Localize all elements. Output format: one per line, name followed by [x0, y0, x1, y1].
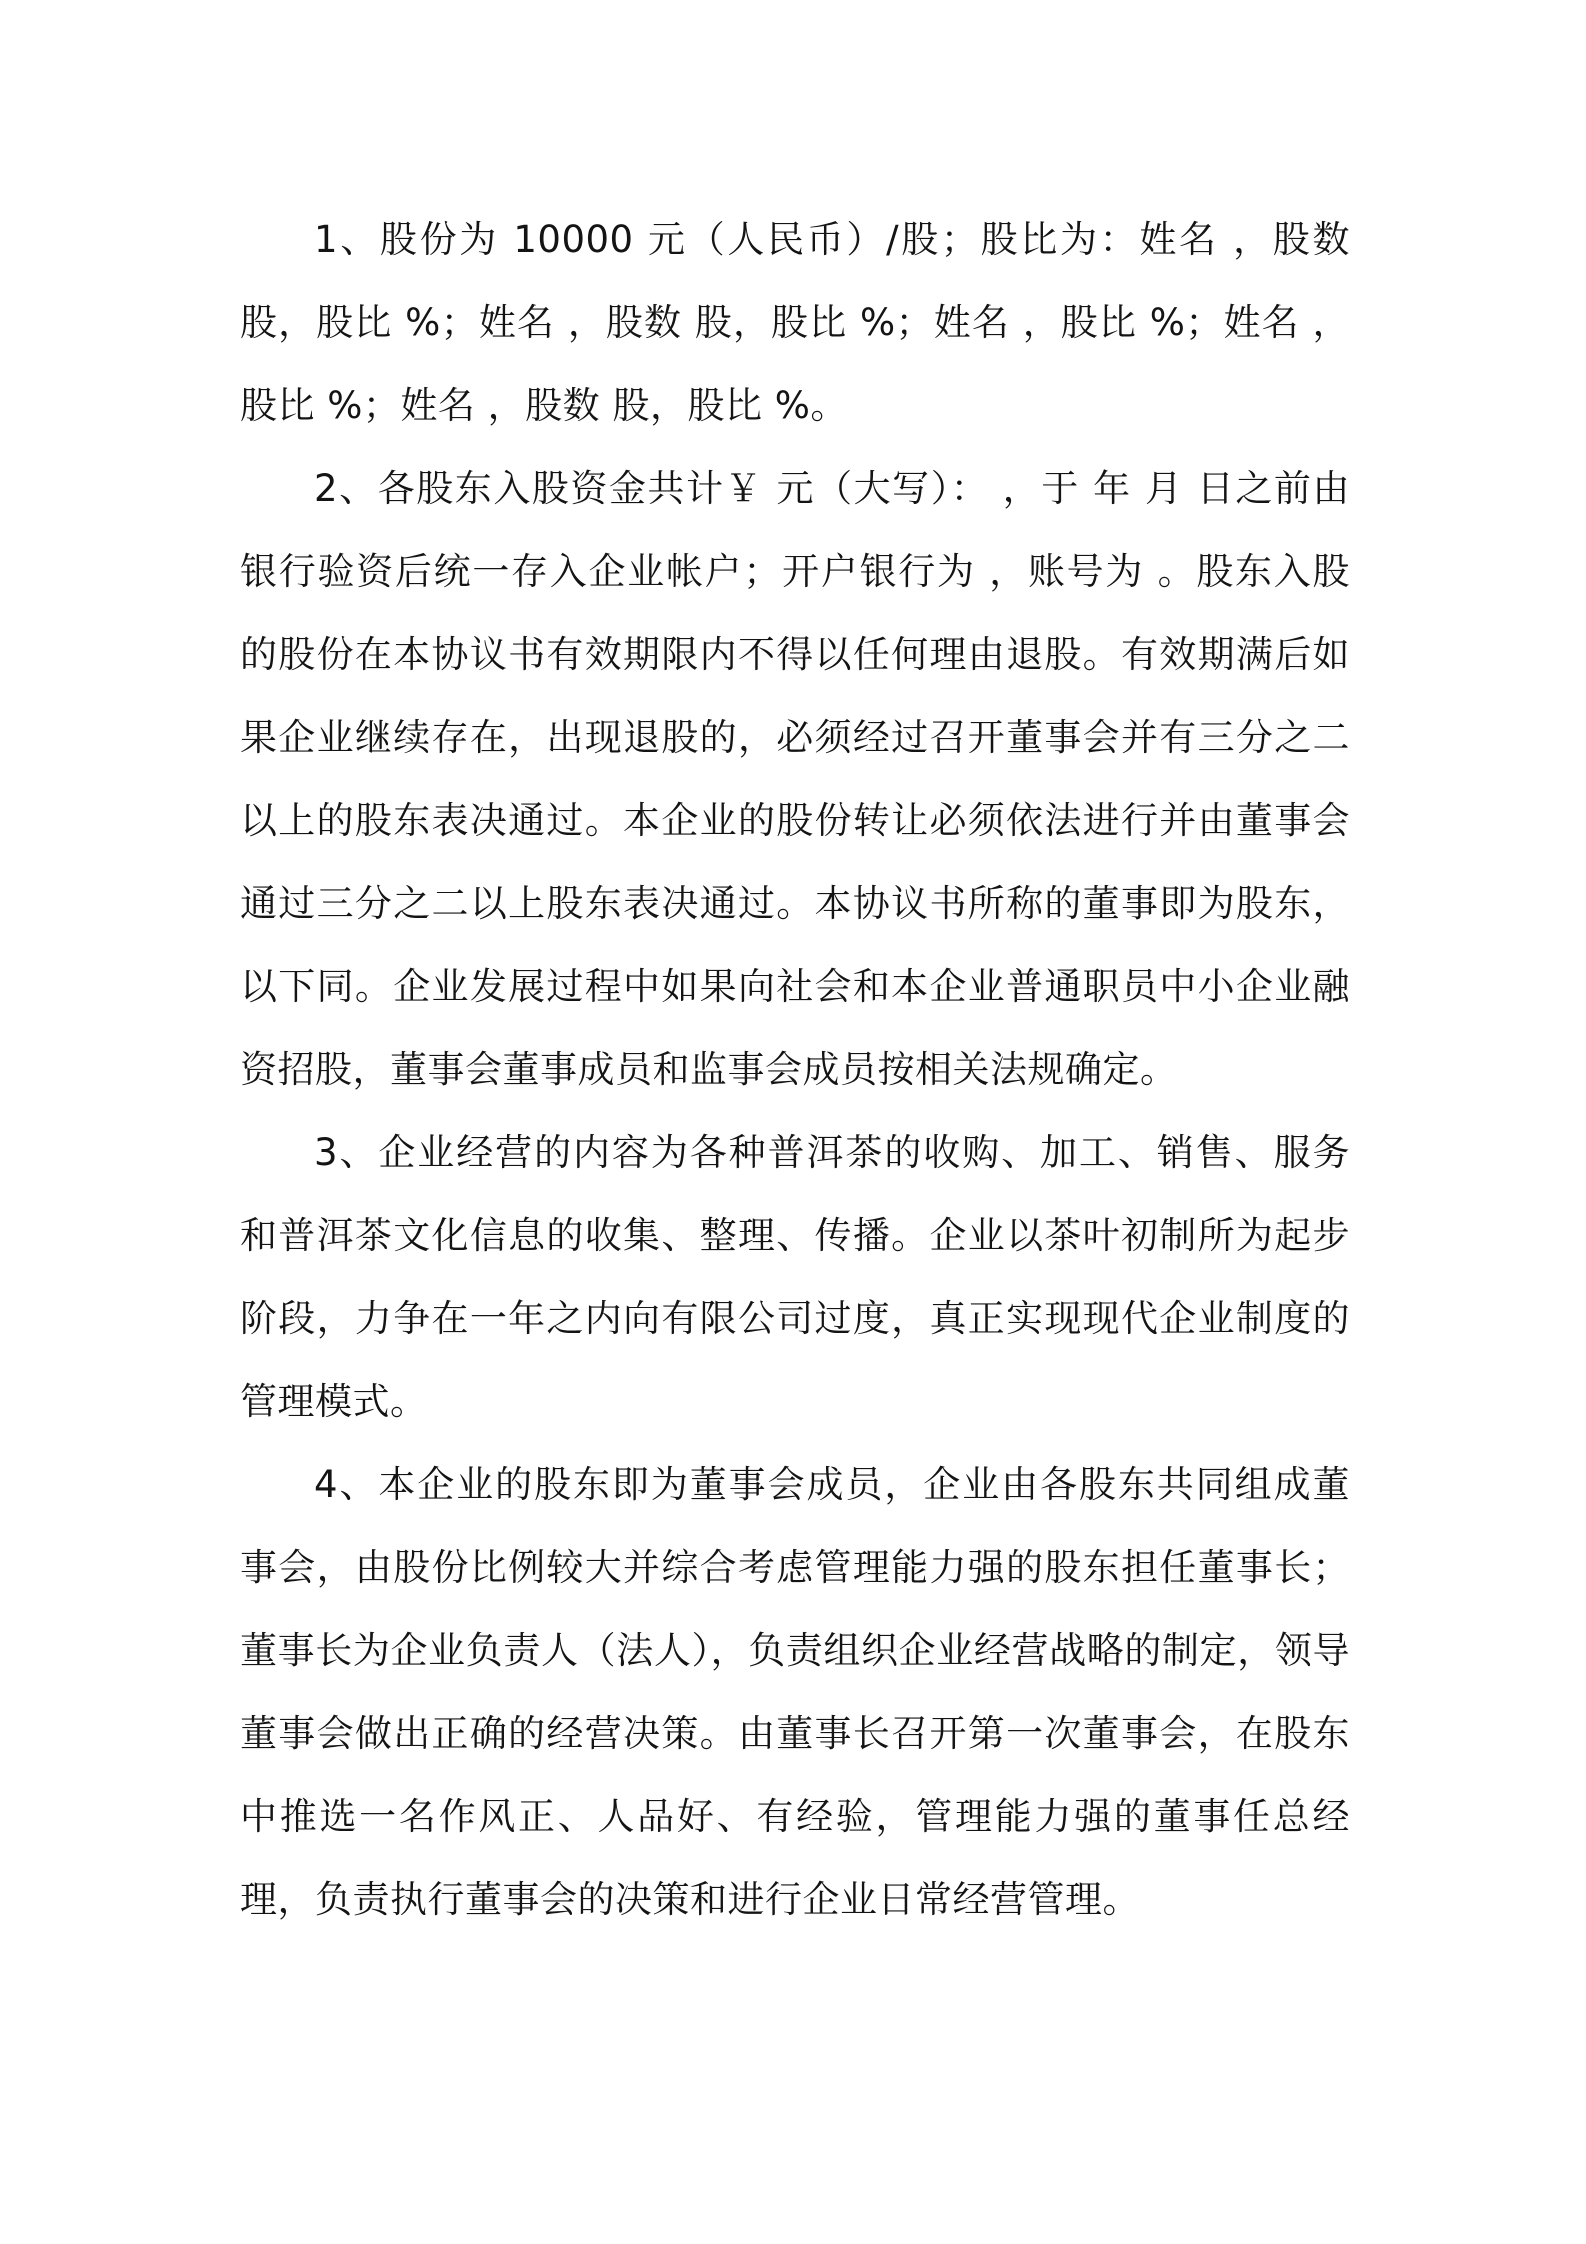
paragraph-capital: 2、各股东入股资金共计￥ 元（大写）： ，于 年 月 日之前由银行验资后统一存入企业帐户；开户银行为 ，账号为 。股东入股的股份在本协议书有效期限内不得以任何理由退股。有效期满后如果企业继续存在，出现退股的，必须经过召开董事会并有三分之二以上的股东表决通过。本企业的股份转让必须依法进行并由董事会通过三分之二以上股东表决通过。本协议书所称的董事即为股东，以下同。企业发展过程中如果向社会和本企业普通职员中小企业融资招股，董事会董事成员和监事会成员按相关法规确定。 [240, 467, 1350, 1091]
paragraph-business-scope: 3、企业经营的内容为各种普洱茶的收购、加工、销售、服务和普洱茶文化信息的收集、整理、传播。企业以茶叶初制所为起步阶段，力争在一年之内向有限公司过度，真正实现现代企业制度的管理模式。 [240, 1131, 1350, 1423]
paragraph-shares: 1、股份为 10000 元（人民币）/股；股比为：姓名 ，股数 股，股比 %；姓名 ，股数 股，股比 %；姓名 ，股比 %；姓名 ，股比 %；姓名 ，股数 股，股比 %。 [240, 218, 1350, 427]
paragraph-board: 4、本企业的股东即为董事会成员，企业由各股东共同组成董事会，由股份比例较大并综合考虑管理能力强的股东担任董事长；董事长为企业负责人（法人），负责组织企业经营战略的制定，领导董事会做出正确的经营决策。由董事长召开第一次董事会，在股东中推选一名作风正、人品好、有经验，管理能力强的董事任总经理，负责执行董事会的决策和进行企业日常经营管理。 [240, 1463, 1350, 1921]
document-body [240, 198, 1350, 1941]
